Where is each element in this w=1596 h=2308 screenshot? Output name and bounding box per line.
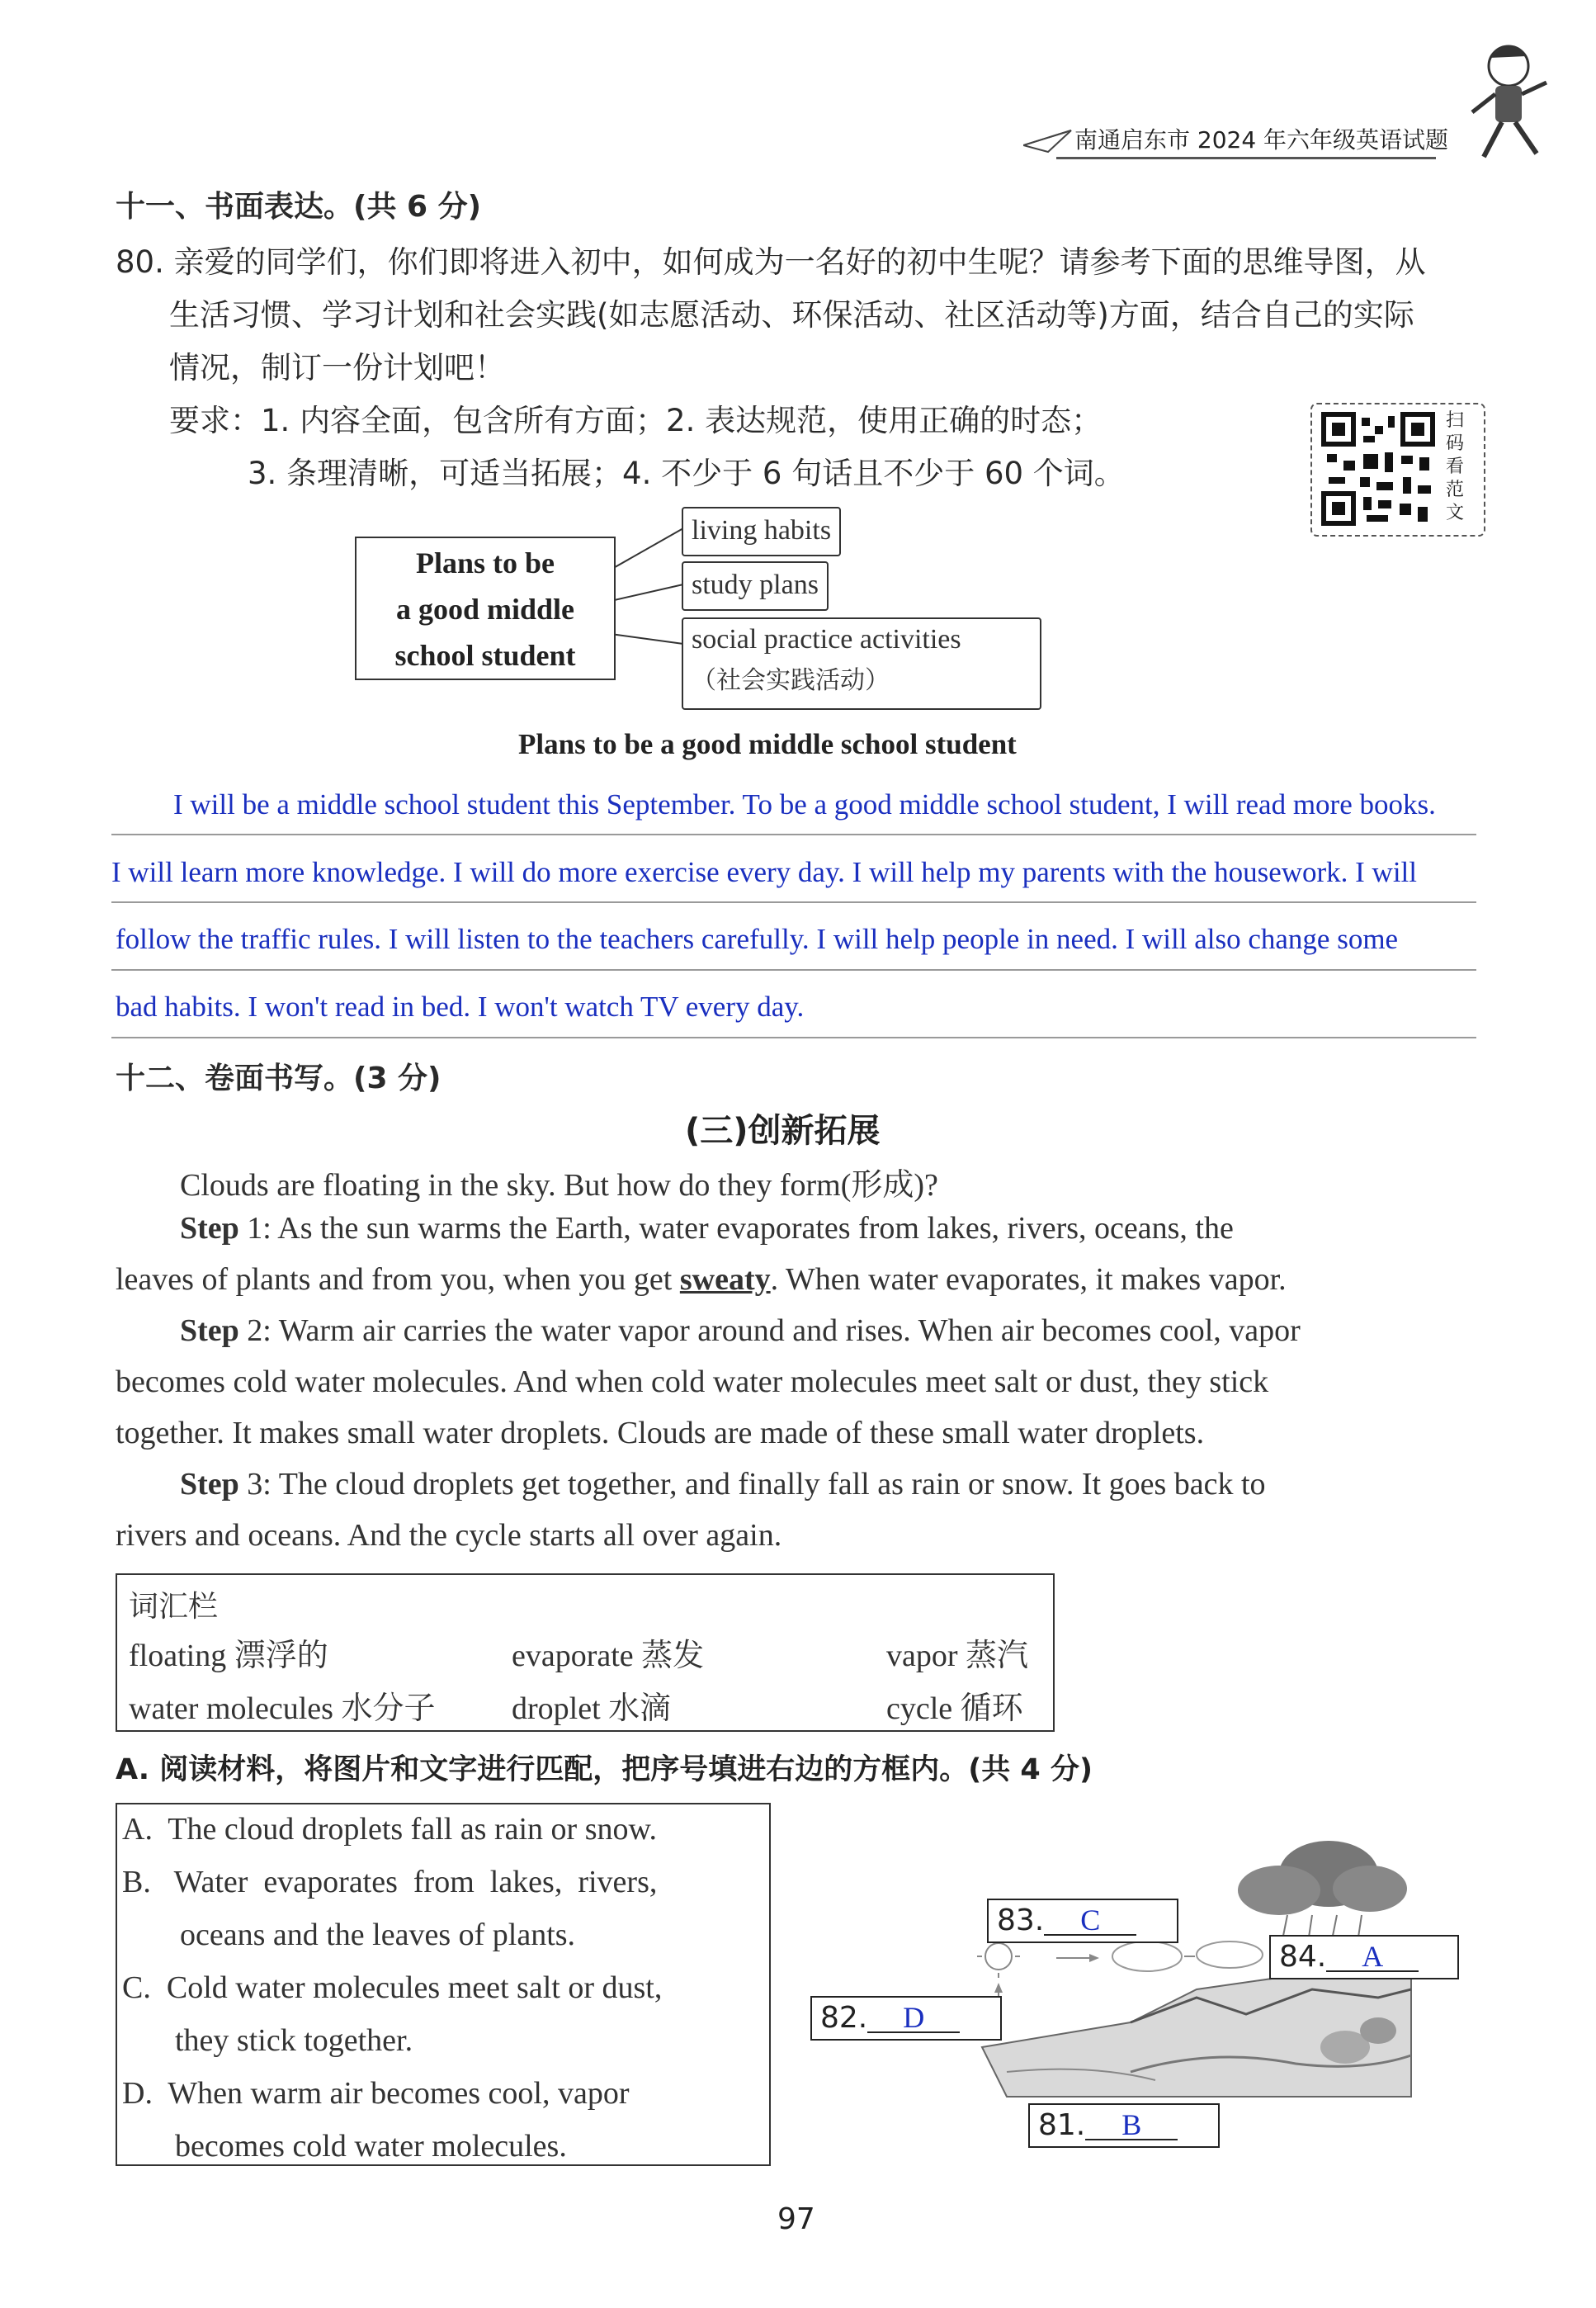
- requirement-2: 3. 条理清晰，可适当拓展；4. 不少于 6 句话且不少于 60 个词。: [248, 456, 1125, 491]
- step1-num: 1:: [247, 1211, 272, 1246]
- option-d-line1: D. When warm air becomes cool, vapor: [122, 2076, 630, 2111]
- vocab-item-floating: floating 漂浮的: [129, 1639, 328, 1673]
- rain-cloud-icon: [1238, 1841, 1407, 1948]
- step1-text-a: As the sun warms the Earth, water evaporates from lakes, rivers, oceans, the: [277, 1211, 1234, 1246]
- answer-83-value[interactable]: C: [1044, 1906, 1136, 1936]
- option-d-line2: becomes cold water molecules.: [175, 2129, 567, 2164]
- answer-line-2[interactable]: I will learn more knowledge. I will do more exercise every day. I will help my parents with the housework. I will: [111, 856, 1418, 888]
- mindmap-connectors: [611, 512, 693, 660]
- answer-84-value[interactable]: A: [1326, 1942, 1419, 1972]
- answer-83-number: 83.: [997, 1904, 1045, 1937]
- boy-mascot-icon: [1461, 33, 1560, 173]
- step1-bold-word: sweaty: [679, 1262, 771, 1297]
- step2-line-c: together. It makes small water droplets. Clouds are made of these small water droplets.: [116, 1416, 1205, 1450]
- mindmap-branch-social-line1: social practice activities: [692, 624, 961, 655]
- step2-num: 2:: [247, 1313, 272, 1348]
- step3-line-a: [180, 1466, 1266, 1502]
- step2-line-a: [180, 1312, 1301, 1349]
- vocab-item-evaporate: evaporate 蒸发: [512, 1639, 705, 1673]
- answer-line-4[interactable]: bad habits. I won't read in bed. I won't watch TV every day.: [116, 991, 805, 1023]
- header-title: 南通启东市 2024 年六年级英语试题: [1074, 126, 1449, 154]
- section12-heading: 十二、卷面书写。(3 分): [116, 1062, 441, 1095]
- step2-text-a: Warm air carries the water vapor around and rises. When air becomes cool, vapor: [278, 1313, 1301, 1348]
- step1-line-a: [180, 1210, 1234, 1246]
- qr-label: 扫码看范文: [1446, 410, 1465, 523]
- step1-label: Step: [180, 1211, 239, 1246]
- vocab-item-vapor: vapor 蒸汽: [886, 1639, 1029, 1673]
- mindmap-center-line1: Plans to be: [415, 546, 555, 579]
- step1-text-b1: leaves of plants and from you, when you get: [116, 1262, 673, 1297]
- writing-rule-1: [111, 834, 1476, 835]
- vocab-box: [116, 1573, 1055, 1732]
- answer-81-number: 81.: [1038, 2108, 1086, 2142]
- q80-line2: 生活习惯、学习计划和社会实践(如志愿活动、环保活动、社区活动等)方面，结合自己的实际: [169, 297, 1414, 333]
- step3-line-b: rivers and oceans. And the cycle starts all over again.: [116, 1518, 782, 1553]
- q80-line3: 情况，制订一份计划吧！: [169, 350, 505, 385]
- answer-box-83[interactable]: [987, 1899, 1178, 1943]
- qr-code-icon: [1320, 411, 1436, 527]
- mindmap-center-line2: a good middle: [395, 593, 575, 626]
- answer-box-81[interactable]: [1028, 2103, 1220, 2148]
- step1-line-b: [116, 1261, 1287, 1298]
- option-b-line2: oceans and the leaves of plants.: [180, 1918, 576, 1952]
- vocab-title: 词汇栏: [129, 1590, 219, 1624]
- mindmap-branch-study: study plans: [682, 561, 829, 611]
- mindmap-center-line3: school student: [394, 639, 576, 672]
- answer-82-value[interactable]: D: [867, 2003, 960, 2033]
- qr-code-panel[interactable]: [1310, 403, 1485, 537]
- step3-num: 3:: [247, 1467, 272, 1502]
- answer-82-number: 82.: [820, 2001, 868, 2035]
- section11-heading: 十一、书面表达。(共 6 分): [116, 190, 482, 224]
- mindmap-caption: Plans to be a good middle school student: [518, 728, 1017, 760]
- paper-plane-icon: [1023, 129, 1073, 154]
- answer-box-84[interactable]: [1269, 1935, 1459, 1979]
- vocab-item-droplet: droplet 水滴: [512, 1691, 672, 1726]
- mindmap-branch-social-line2: （社会实践活动）: [692, 666, 890, 695]
- passage-intro: Clouds are floating in the sky. But how do they form(形成)?: [180, 1168, 938, 1203]
- answer-84-number: 84.: [1279, 1940, 1327, 1974]
- writing-rule-2: [111, 901, 1476, 903]
- answer-line-3[interactable]: follow the traffic rules. I will listen to the teachers carefully. I will help people in need. I will also change some: [116, 923, 1399, 955]
- requirement-1: 要求：1. 内容全面，包含所有方面；2. 表达规范，使用正确的时态；: [169, 403, 1103, 438]
- answer-line-1[interactable]: I will be a middle school student this September. To be a good middle school student, I will read more books.: [173, 788, 1436, 821]
- writing-rule-3: [111, 969, 1476, 971]
- page-number: 97: [777, 2202, 815, 2236]
- vocab-item-cycle: cycle 循环: [886, 1691, 1023, 1726]
- option-b-line1: B. Water evaporates from lakes, rivers,: [122, 1865, 658, 1899]
- section3-heading: (三)创新拓展: [685, 1112, 881, 1150]
- landscape-icon: [982, 1965, 1411, 2097]
- answer-box-82[interactable]: [810, 1996, 1002, 2041]
- mindmap-branch-social: [682, 617, 1041, 710]
- mindmap-center-box: [355, 537, 616, 680]
- option-a: A. The cloud droplets fall as rain or snow.: [122, 1812, 657, 1847]
- answer-81-value[interactable]: B: [1085, 2111, 1178, 2140]
- partA-heading: A. 阅读材料，将图片和文字进行匹配，把序号填进右边的方框内。(共 4 分): [116, 1753, 1093, 1786]
- partA-options-box: [116, 1803, 771, 2166]
- step3-text-a: The cloud droplets get together, and finally fall as rain or snow. It goes back to: [278, 1467, 1266, 1502]
- step1-text-b2: . When water evaporates, it makes vapor.: [770, 1262, 1287, 1297]
- header-ribbon: [1023, 114, 1449, 163]
- step2-line-b: becomes cold water molecules. And when cold water molecules meet salt or dust, they stick: [116, 1364, 1269, 1399]
- option-c-line2: they stick together.: [175, 2023, 413, 2058]
- option-c-line1: C. Cold water molecules meet salt or dust,: [122, 1970, 663, 2005]
- writing-rule-4: [111, 1037, 1476, 1038]
- header-underline: [1056, 157, 1436, 159]
- step2-label: Step: [180, 1313, 239, 1348]
- step3-label: Step: [180, 1467, 239, 1502]
- vocab-item-water-molecules: water molecules 水分子: [129, 1691, 436, 1726]
- mindmap-branch-living: living habits: [682, 507, 841, 556]
- q80-line1: 80. 亲爱的同学们，你们即将进入初中，如何成为一名好的初中生呢？请参考下面的思维导图，从: [116, 244, 1426, 280]
